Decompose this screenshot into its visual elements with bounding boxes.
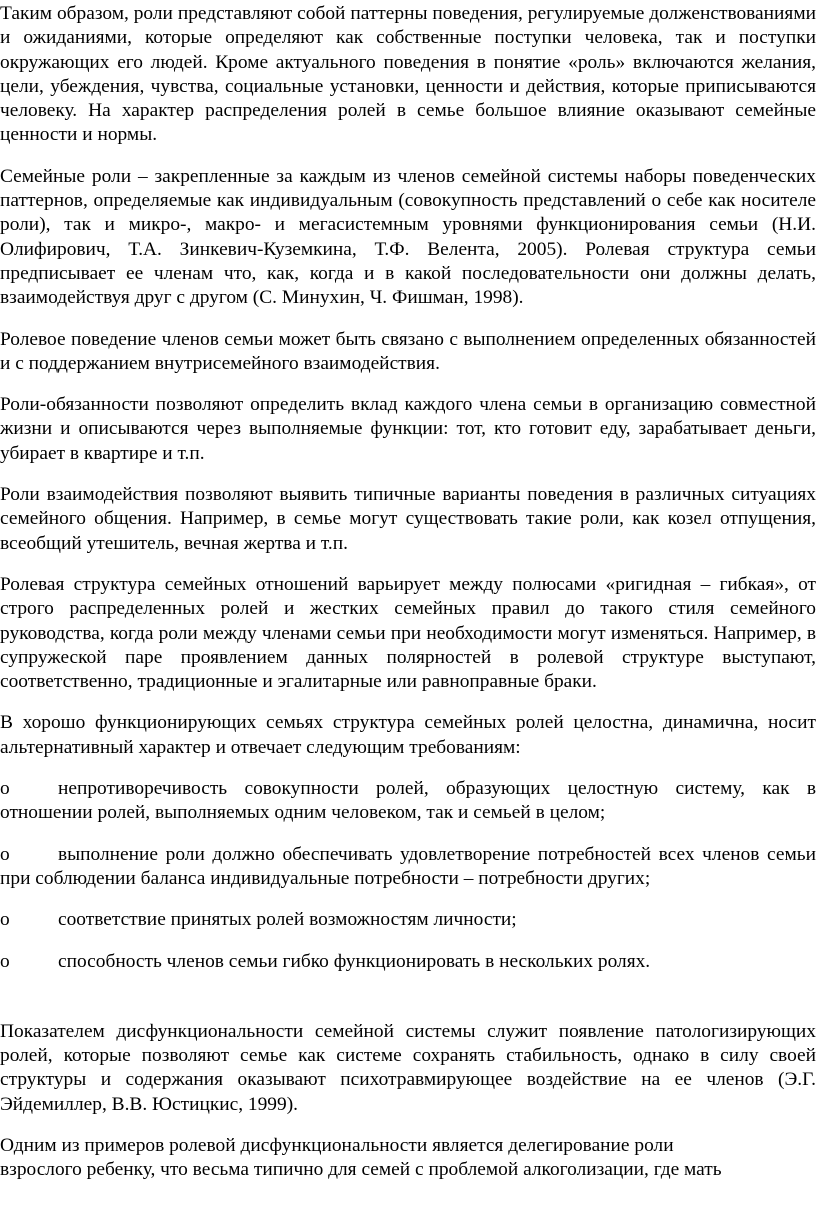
paragraph-role-delegation	[0, 1134, 816, 1183]
list-item	[0, 908, 816, 932]
list-item	[0, 843, 816, 892]
paragraph-role-behavior: Ролевое поведение членов семьи может быть связано с выполнением определенных обязанностей и с поддержанием внутрисемейного взаимодействия.	[0, 328, 816, 374]
paragraph-line: Одним из примеров ролевой дисфункциональности является делегирование роли	[0, 1134, 674, 1156]
paragraph-requirements-intro: В хорошо функционирующих семьях структура семейных ролей целостна, динамична, носит альтернативный характер и отвечает следующим требованиям:	[0, 712, 816, 758]
list-item-text: способность членов семьи гибко функционировать в нескольких ролях.	[58, 950, 651, 972]
list-item-text: выполнение роли должно обеспечивать удовлетворение потребностей всех членов семьи при соблюдении баланса индивидуальные потребности – потребности других;	[0, 843, 816, 889]
list-item-text: непротиворечивость совокупности ролей, образующих целостную систему, как в отношении ролей, выполняемых одним человеком, так и семьей в целом;	[0, 778, 816, 824]
list-item	[0, 950, 816, 974]
paragraph-duty-roles: Роли-обязанности позволяют определить вклад каждого члена семьи в организацию совместной жизни и описываются через выполняемые функции: тот, кто готовит еду, зарабатывает деньги, убирает в квартире и т.п.	[0, 394, 816, 464]
bullet-marker: o	[0, 909, 10, 931]
bullet-marker: o	[0, 778, 10, 800]
bullet-marker: o	[0, 950, 10, 972]
bullet-marker: o	[0, 843, 10, 865]
list-item-text: соответствие принятых ролей возможностям личности;	[58, 909, 517, 931]
paragraph-family-roles-definition: Семейные роли – закрепленные за каждым из членов семейной системы наборы поведенческих паттернов, определяемые как индивидуальным (совокупность представлений о себе как носителе роли), так и микро-, макро- и мегасистемным уровнями функционирования семьи (Н.И. Олифирович, Т.А. Зинкевич-Куземкина, Т.Ф. Велента, 2005). Ролевая структура семьи предписывает ее членам что, как, когда и в какой последовательности они должны делать, взаимодействуя друг с другом (С. Минухин, Ч. Фишман, 1998).	[0, 165, 816, 309]
paragraph-line: взрослого ребенку, что весьма типично для семей с проблемой алкоголизации, где мать	[0, 1159, 722, 1181]
paragraph-interaction-roles: Роли взаимодействия позволяют выявить типичные варианты поведения в различных ситуациях семейного общения. Например, в семье могут существовать такие роли, как козел отпущения, всеобщий утешитель, вечная жертва и т.п.	[0, 484, 816, 554]
blank-line	[0, 991, 816, 1020]
paragraph-role-patterns: Таким образом, роли представляют собой паттерны поведения, регулируемые долженствованиями и ожиданиями, которые определяют как собственные поступки человека, так и поступки окружающих его людей. Кроме актуального поведения в понятие «роль» включаются желания, цели, убеждения, чувства, социальные установки, ценности и действия, которые приписываются человеку. На характер распределения ролей в семье большое влияние оказывают семейные ценности и нормы.	[0, 3, 816, 146]
list-item	[0, 777, 816, 826]
paragraph-role-structure: Ролевая структура семейных отношений варьирует между полюсами «ригидная – гибкая», от строго распределенных ролей и жестких семейных правил до такого стиля семейного руководства, когда роли между членами семьи при необходимости могут изменяться. Например, в супружеской паре проявлением данных полярностей в ролевой структуре выступают, соответственно, традиционные и эгалитарные или равноправные браки.	[0, 573, 816, 693]
paragraph-dysfunction-indicator: Показателем дисфункциональности семейной системы служит появление патологизирующих ролей, которые позволяют семье как системе сохранять стабильность, однако в силу своей структуры и содержания оказывают психотравмирующее воздействие на ее членов (Э.Г. Эйдемиллер, В.В. Юстицкис, 1999).	[0, 1020, 816, 1115]
